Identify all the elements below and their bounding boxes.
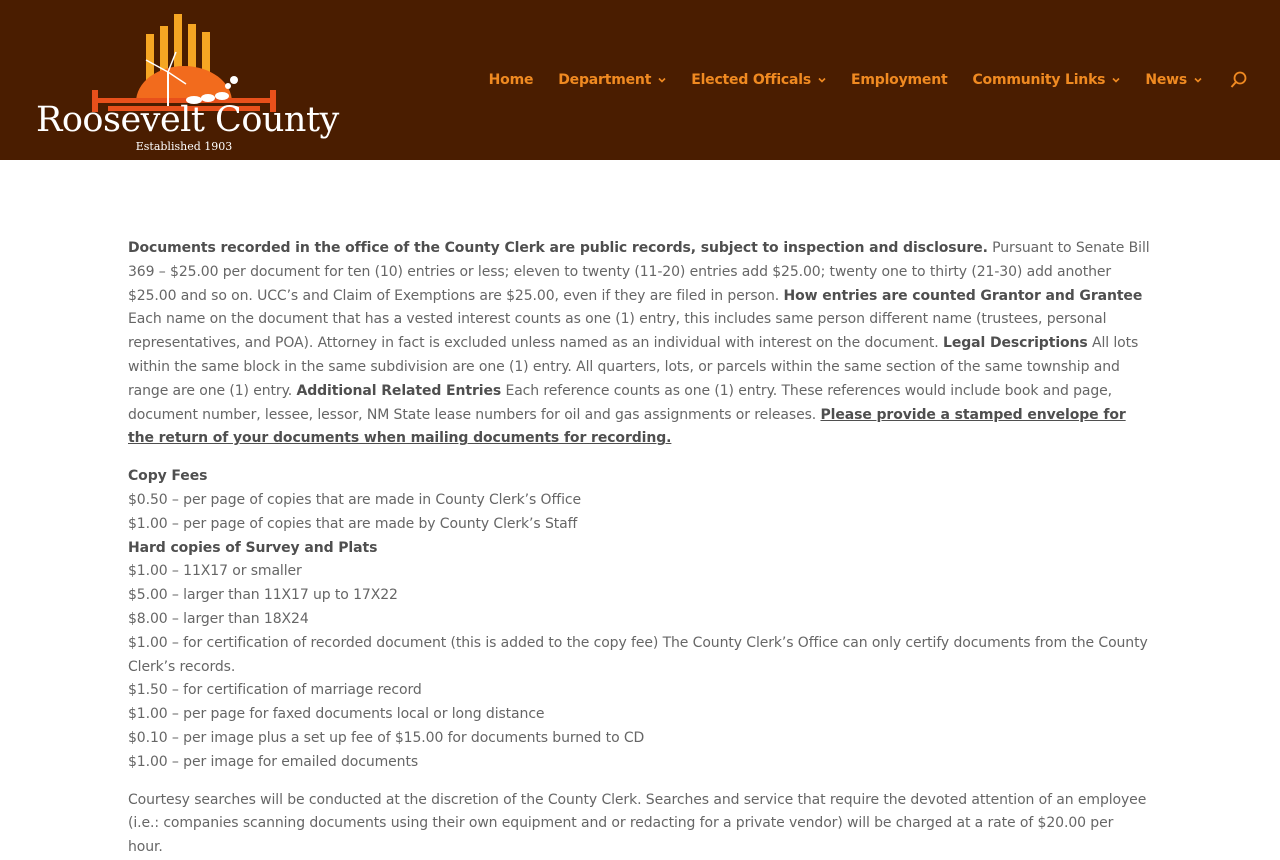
nav-item-employment[interactable] (851, 72, 947, 88)
chevron-down-icon (1112, 76, 1120, 84)
main-nav (464, 68, 1248, 92)
fee-line: $1.00 – for certification of recorded document (this is added to the copy fee) The County Clerk’s Office can only certify documents from the County Clerk’s records. (128, 634, 1148, 675)
site-logo[interactable] (36, 10, 339, 156)
nav-label: Community Links (972, 72, 1106, 88)
fee-line: $0.50 – per page of copies that are made in County Clerk’s Office (128, 491, 582, 508)
nav-item-elected-officals[interactable] (691, 72, 826, 88)
nav-label: Department (558, 72, 652, 88)
related-entries-heading: Additional Related Entries (296, 382, 502, 399)
chevron-down-icon (818, 76, 826, 84)
stamped-envelope-note: Please provide a stamped envelope for the return of your documents when mailing documents for recording. (128, 406, 1126, 447)
fee-line: $1.00 – per image for emailed documents (128, 753, 419, 770)
related-text: Each reference counts as one (1) entry. These references would include book and page, document number, lessee, lessor, NM State lease numbers for oil and gas assignments or releases. (128, 382, 1113, 423)
fee-line: $1.00 – per page for faxed documents local or long distance (128, 706, 545, 723)
intro-bold-lead: Documents recorded in the office of the County Clerk are public records, subject to inspection and disclosure. (128, 240, 988, 256)
nav-item-community-links[interactable] (972, 72, 1120, 88)
fees-list (128, 465, 1152, 774)
nav-item-home[interactable] (489, 72, 534, 88)
recording-fees-paragraph (128, 237, 1152, 451)
fee-line: $1.00 – per page of copies that are made by County Clerk’s Staff (128, 515, 578, 532)
legal-text: All lots within the same block in the same subdivision are one (1) entry. All quarters, lots, or parcels within the same section of the same township and range are one (1) entry. (128, 335, 1139, 399)
fee-line: $5.00 – larger than 11X17 up to 17X22 (128, 587, 398, 604)
fee-line: $1.00 – 11X17 or smaller (128, 563, 302, 580)
legal-descriptions-heading: Legal Descriptions (943, 335, 1088, 352)
chevron-down-icon (658, 76, 666, 84)
nav-label: Home (488, 72, 534, 88)
nav-item-department[interactable] (558, 72, 666, 88)
survey-plats-heading: Hard copies of Survey and Plats (128, 539, 378, 556)
intro-text: Pursuant to Senate Bill 369 – $25.00 per document for ten (10) entries or less; eleven to twenty (11-20) entries add $25.00; twenty one to thirty (21-30) add another $25.00 and so on. UCC’s and Claim of Exemptions are $25.00, even if they are filed in person. (128, 240, 1150, 304)
copy-fees-heading: Copy Fees (128, 468, 208, 485)
nav-item-news[interactable] (1145, 72, 1202, 88)
fee-line: $0.10 – per image plus a set up fee of $15.00 for documents burned to CD (128, 729, 645, 746)
nav-label: News (1145, 72, 1187, 88)
nav-label: Elected Officals (691, 72, 812, 88)
main-content (128, 237, 1152, 860)
search-icon[interactable] (1230, 71, 1248, 89)
logo-subtitle: Established 1903 (135, 140, 233, 153)
nav-label: Employment (851, 72, 948, 88)
logo-title: Roosevelt County (36, 100, 339, 140)
entries-heading: How entries are counted Grantor and Grantee (783, 287, 1143, 304)
fee-line: $1.50 – for certification of marriage record (128, 682, 422, 699)
chevron-down-icon (1194, 76, 1202, 84)
site-header (0, 0, 1280, 160)
entries-text: Each name on the document that has a vested interest counts as one (1) entry, this includes same person different name (trustees, personal representatives, and POA). Attorney in fact is excluded unless named as an individual with interest on the document. (128, 311, 1107, 352)
courtesy-searches-paragraph: Courtesy searches will be conducted at the discretion of the County Clerk. Searches and service that require the devoted attention of an employee (i.e.: companies scanning documents using their own equipment and or redacting for a private vendor) will be charged at a rate of $20.00 per hour. (128, 791, 1147, 856)
fee-line: $8.00 – larger than 18X24 (128, 610, 309, 627)
